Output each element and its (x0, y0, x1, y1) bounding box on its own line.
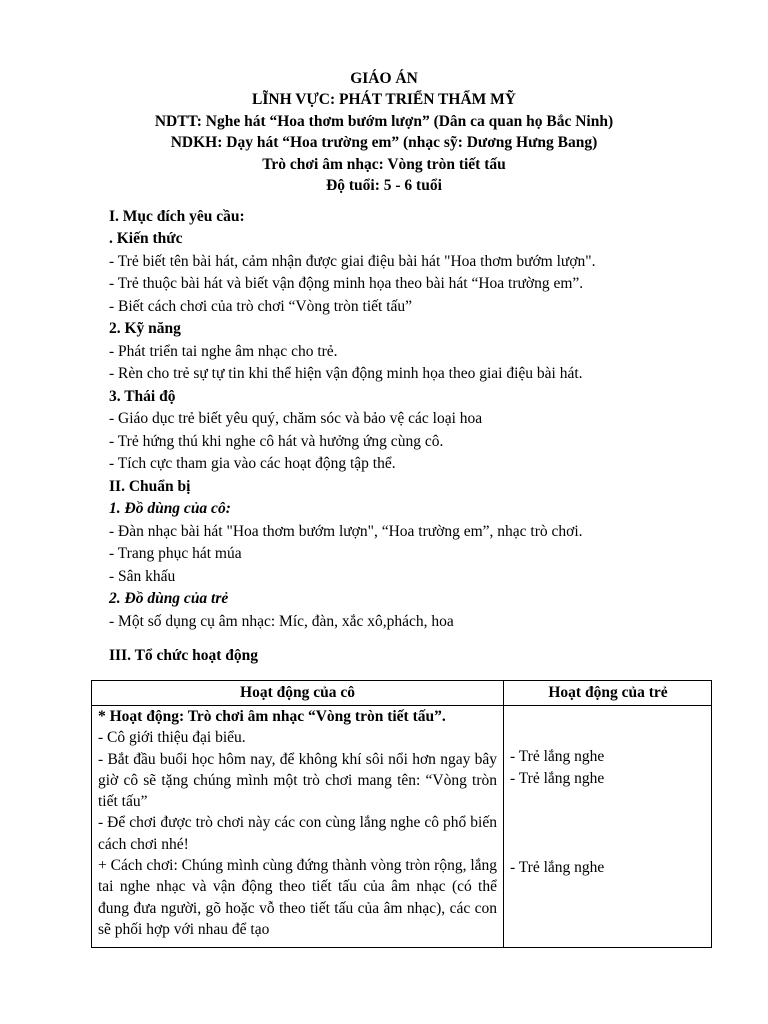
child-materials-item: - Một số dụng cụ âm nhạc: Míc, đàn, xắc xô,phách, hoa (109, 612, 454, 630)
skills-heading: 2. Kỹ năng (109, 320, 181, 337)
teacher-step: + Cách chơi: Chúng mình cùng đứng thành vòng tròn rộng, lắng tai nghe nhạc và vận động theo tiết tấu của âm nhạc (có thể đung đưa người, gõ hoặc vỗ theo tiết tấu của âm nhạc), các con sẽ phối hợp với nhau để tạo (98, 857, 498, 938)
attitude-item: - Giáo dục trẻ biết yêu quý, chăm sóc và bảo vệ các loại hoa (109, 410, 483, 427)
teacher-activity-header: Hoạt động của cô (240, 684, 355, 701)
knowledge-heading: . Kiến thức (109, 230, 183, 247)
attitude-item: - Trẻ hứng thú khi nghe cô hát và hưởng ứng cùng cô. (109, 432, 444, 450)
attitude-item: - Tích cực tham gia vào các hoạt động tập thể. (109, 455, 396, 472)
teacher-step: - Cô giới thiệu đại biểu. (98, 729, 246, 747)
column-divider (503, 681, 504, 947)
teacher-materials-item: - Sân khấu (109, 567, 176, 585)
doc-title: GIÁO ÁN (350, 70, 418, 87)
teacher-materials-item: - Đàn nhạc bài hát "Hoa thơm bướm lượn", “Hoa trường em”, nhạc trò chơi. (109, 522, 583, 540)
main-content-line: NDTT: Nghe hát “Hoa thơm bướm lượn” (Dân ca quan họ Bắc Ninh) (154, 112, 614, 130)
section-1-heading: I. Mục đích yêu cầu: (109, 208, 245, 225)
knowledge-item: - Biết cách chơi của trò chơi “Vòng tròn tiết tấu” (109, 297, 413, 315)
game-line: Trò chơi âm nhạc: Vòng tròn tiết tấu (262, 155, 506, 173)
age-line: Độ tuổi: 5 - 6 tuổi (326, 177, 442, 195)
field-title: LĨNH VỰC: PHÁT TRIỂN THẨM MỸ (252, 91, 516, 109)
teacher-materials-heading: 1. Đồ dùng của cô: (109, 500, 231, 517)
teacher-materials-item: - Trang phục hát múa (109, 545, 242, 562)
activities-table (91, 680, 712, 948)
child-response: - Trẻ lắng nghe (510, 748, 605, 765)
activity-text: : Trò chơi âm nhạc “Vòng tròn tiết tấu”. (178, 708, 446, 725)
child-response: - Trẻ lắng nghe (510, 859, 605, 876)
teacher-step: - Để chơi được trò chơi này các con cùng lắng nghe cô phổ biến cách chơi nhé! (98, 814, 497, 853)
document-header (0, 68, 768, 196)
knowledge-item: - Trẻ thuộc bài hát và biết vận động minh họa theo bài hát “Hoa trường em”. (109, 275, 584, 292)
child-activity-header: Hoạt động của trẻ (548, 684, 668, 701)
skills-item: - Rèn cho trẻ sự tự tin khi thể hiện vận động minh họa theo giai điệu bài hát. (109, 365, 583, 382)
child-response: - Trẻ lắng nghe (510, 770, 605, 787)
attitude-heading: 3. Thái độ (109, 387, 176, 405)
child-materials-heading: 2. Đồ dùng của trẻ (109, 590, 229, 607)
teacher-activity-cell (98, 706, 497, 940)
combined-content-line: NDKH: Dạy hát “Hoa trường em” (nhạc sỹ: Dương Hưng Bang) (170, 134, 598, 152)
teacher-step: - Bắt đầu buổi học hôm nay, để không khí sôi nổi hơn ngay bây giờ cô sẽ tặng chúng mình một trò chơi mang tên: “Vòng tròn tiết tấu” (98, 750, 497, 811)
activity-title (98, 706, 497, 727)
section-2-heading: II. Chuẩn bị (109, 477, 191, 495)
skills-item: - Phát triển tai nghe âm nhạc cho trẻ. (109, 342, 338, 360)
knowledge-item: - Trẻ biết tên bài hát, cảm nhận được giai điệu bài hát "Hoa thơm bướm lượn". (109, 252, 596, 270)
section-3-heading: III. Tổ chức hoạt động (109, 647, 258, 664)
activity-label: * Hoạt động (98, 708, 179, 725)
